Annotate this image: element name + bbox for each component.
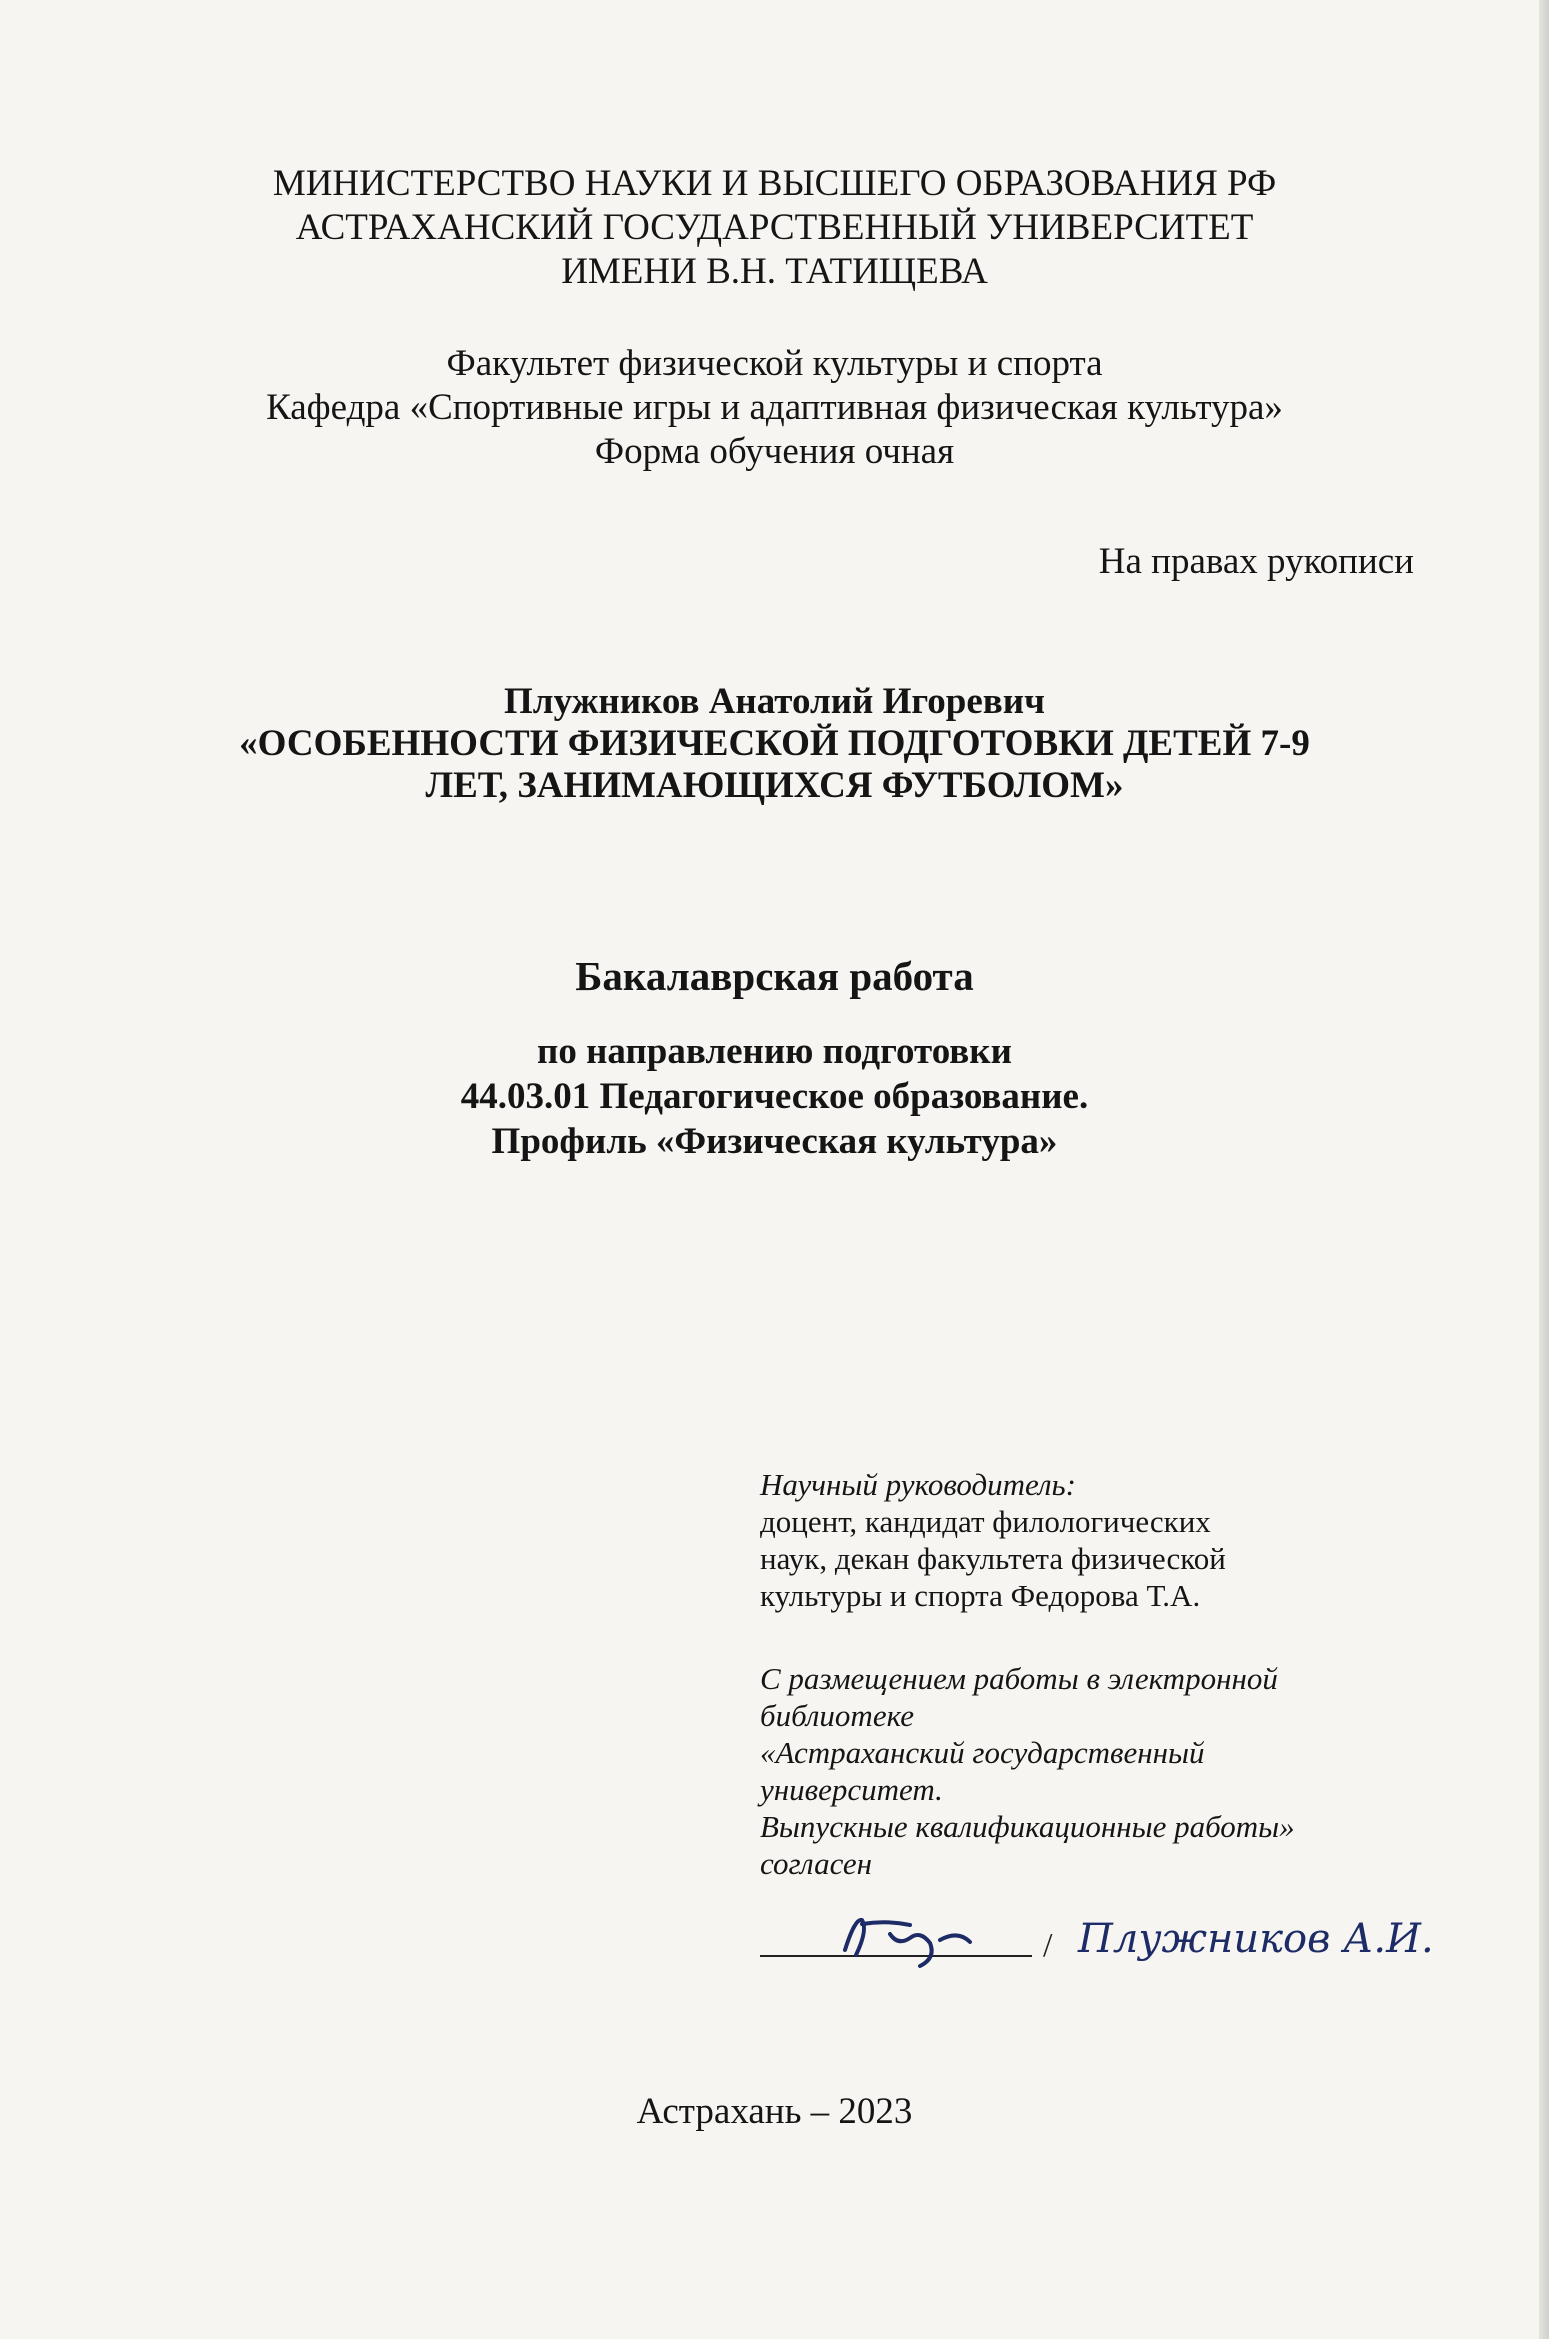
university-named-after: ИМЕНИ В.Н. ТАТИЩЕВА: [561, 251, 988, 292]
consent-block: [760, 1660, 1400, 1882]
supervisor-line-1: доцент, кандидат филологических: [760, 1504, 1211, 1539]
direction-label: по направлению подготовки: [537, 1031, 1012, 1072]
author-name: Плужников Анатолий Игоревич: [504, 681, 1045, 722]
department-name: Кафедра «Спортивные игры и адаптивная физическая культура»: [266, 387, 1283, 428]
profile-name: Профиль «Физическая культура»: [491, 1121, 1058, 1162]
supervisor-line-3: культуры и спорта Федорова Т.А.: [760, 1578, 1201, 1613]
ministry-heading: МИНИСТЕРСТВО НАУКИ И ВЫСШЕГО ОБРАЗОВАНИЯ РФ: [272, 163, 1277, 204]
signature-handwritten-name: Плужников А.И.: [1078, 1916, 1434, 1962]
signature-scribble: [845, 1920, 970, 1966]
consent-line-1: С размещением работы в электронной: [760, 1661, 1278, 1696]
supervisor-block: [760, 1466, 1400, 1614]
manuscript-note: На правах рукописи: [1098, 541, 1414, 582]
work-type: Бакалаврская работа: [575, 953, 974, 999]
handwritten-signature: [760, 1900, 1460, 1970]
supervisor-line-2: наук, декан факультета физической: [760, 1541, 1226, 1576]
consent-line-5: Выпускные квалификационные работы»: [760, 1809, 1295, 1844]
consent-line-2: библиотеке: [760, 1698, 915, 1733]
supervisor-label: Научный руководитель:: [760, 1467, 1076, 1502]
city-year: Астрахань – 2023: [636, 2091, 913, 2132]
university-heading: АСТРАХАНСКИЙ ГОСУДАРСТВЕННЫЙ УНИВЕРСИТЕТ: [295, 207, 1254, 248]
direction-code: 44.03.01 Педагогическое образование.: [460, 1076, 1089, 1117]
faculty-name: Факультет физической культуры и спорта: [446, 343, 1103, 384]
consent-line-4: университет.: [760, 1772, 943, 1807]
work-title-line-1: «ОСОБЕННОСТИ ФИЗИЧЕСКОЙ ПОДГОТОВКИ ДЕТЕЙ 7-9: [239, 723, 1310, 764]
signature-separator: /: [1043, 1927, 1053, 1964]
study-form: Форма обучения очная: [594, 431, 955, 472]
consent-line-3: «Астраханский государственный: [760, 1735, 1205, 1770]
consent-line-6: согласен: [760, 1846, 873, 1881]
work-title-line-2: ЛЕТ, ЗАНИМАЮЩИХСЯ ФУТБОЛОМ»: [425, 765, 1124, 806]
